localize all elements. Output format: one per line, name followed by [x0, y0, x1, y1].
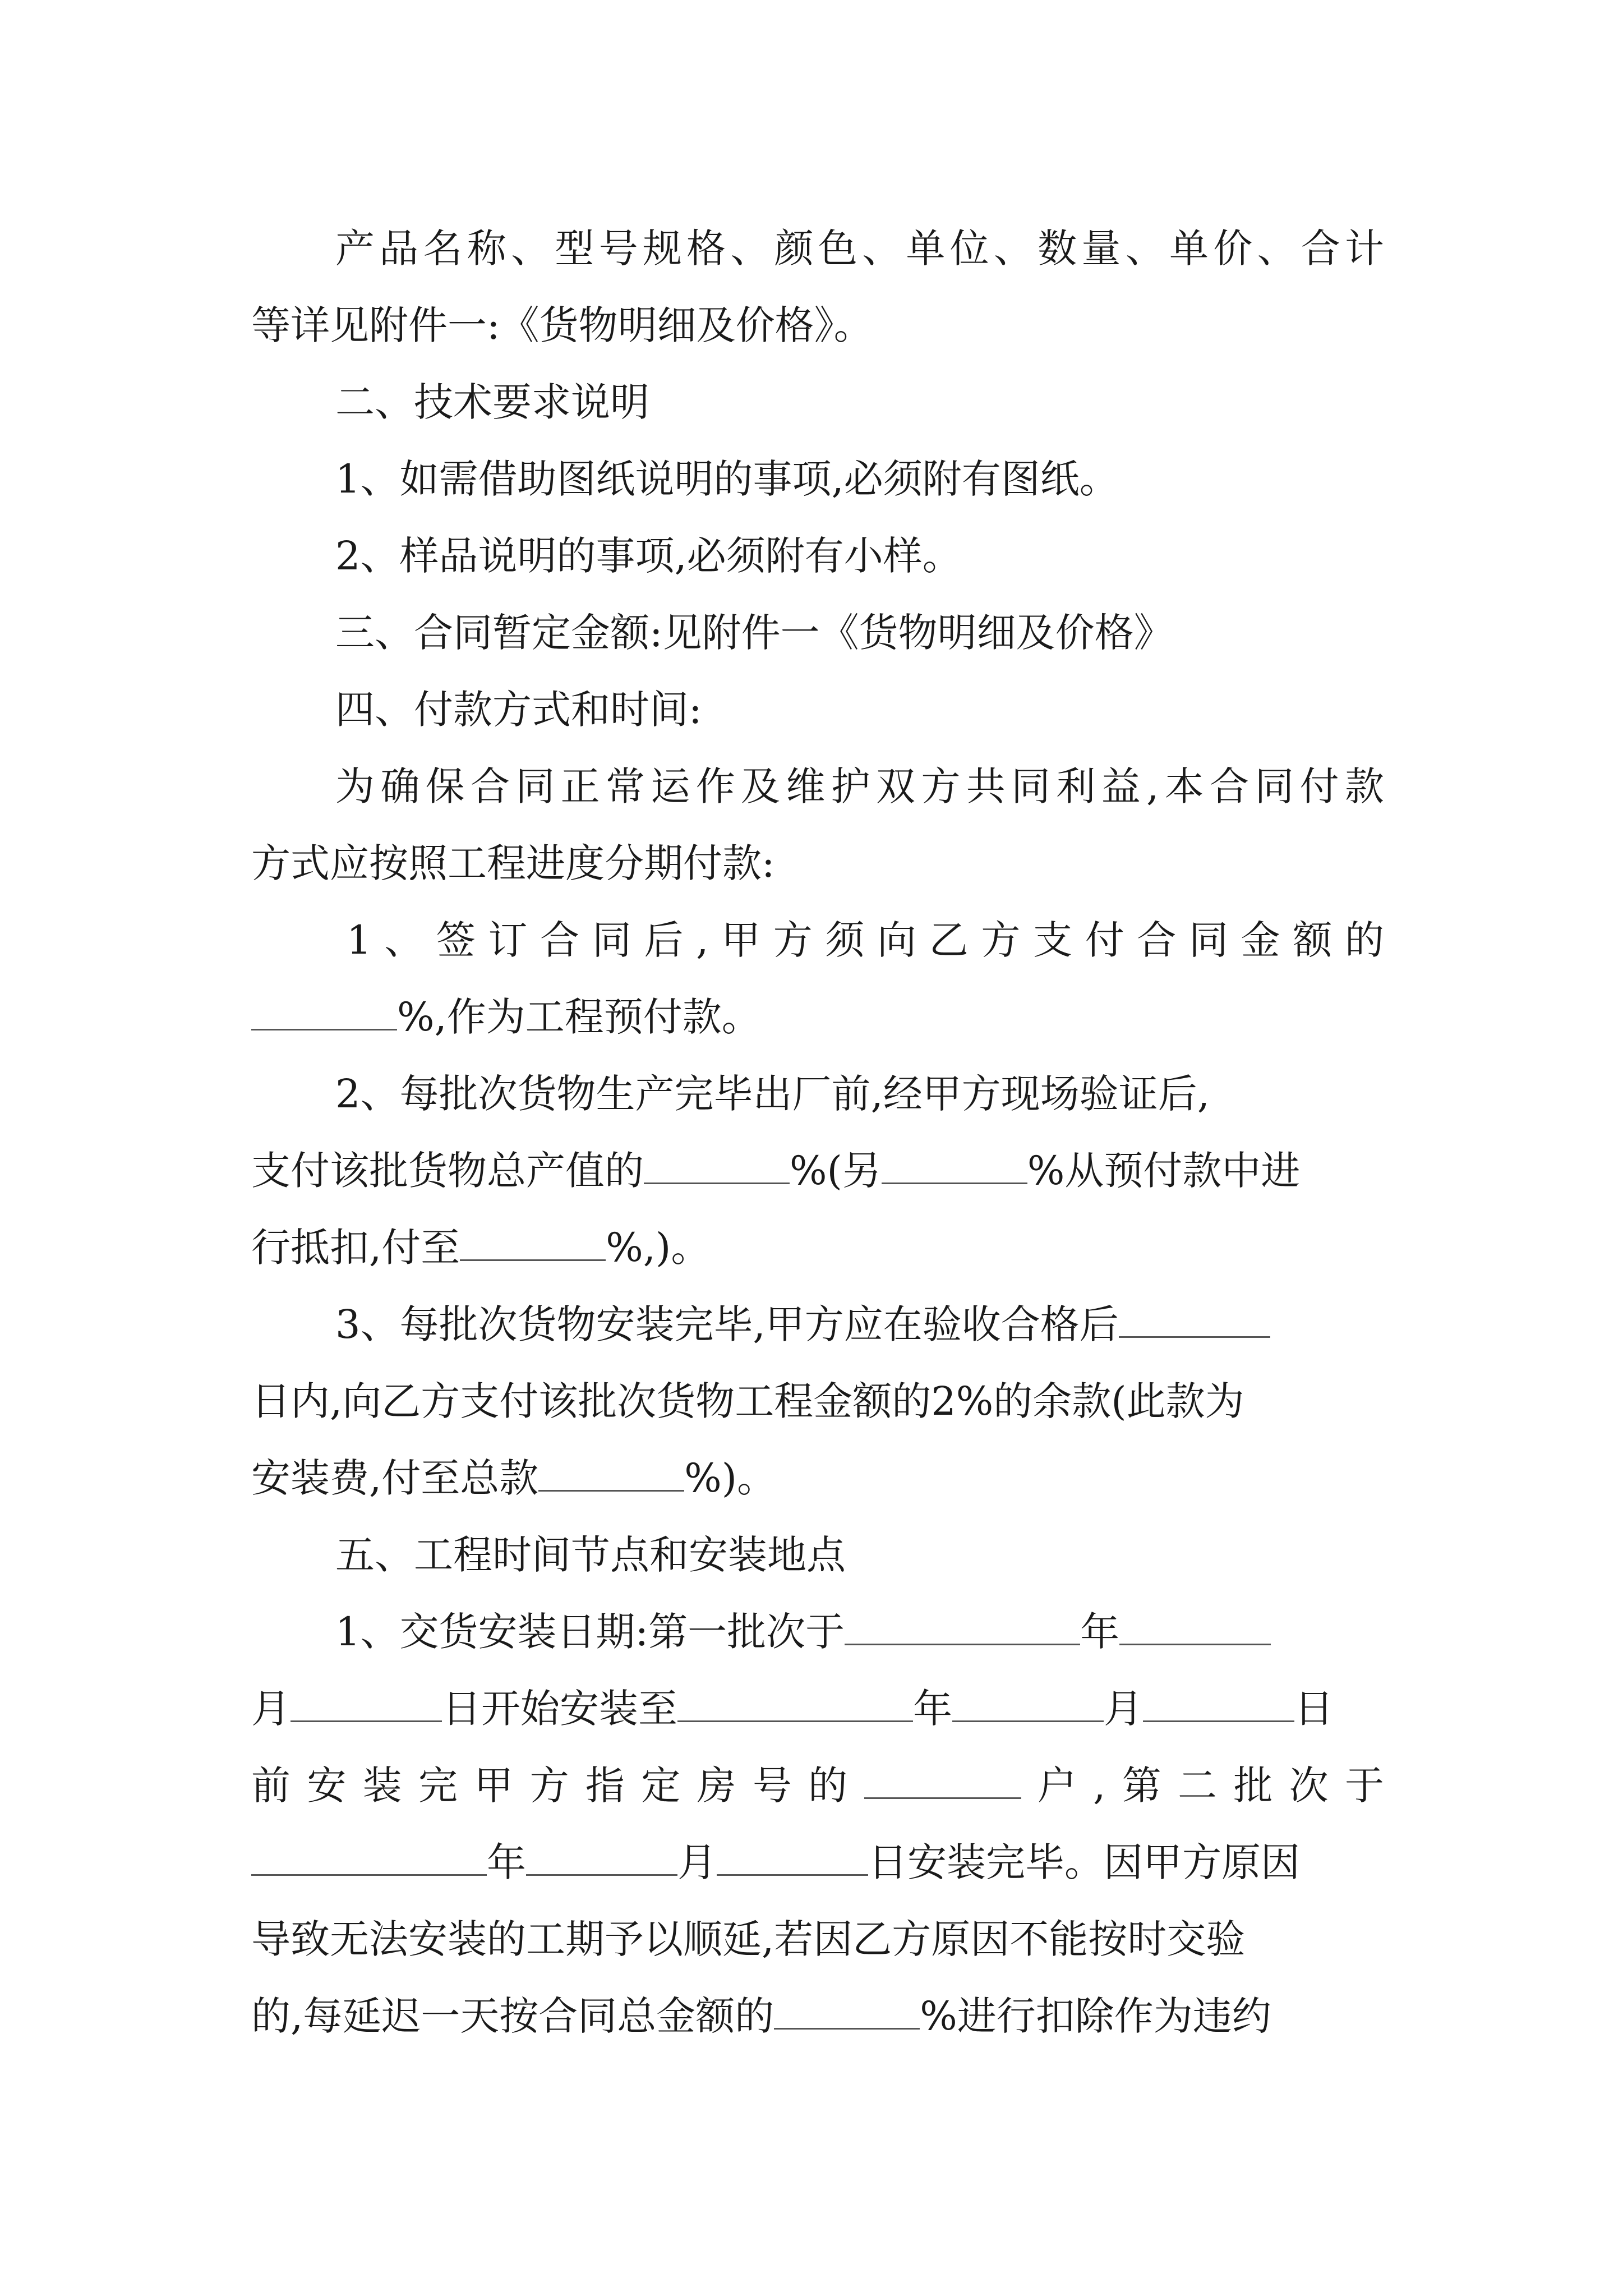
section-3-amount	[251, 595, 1384, 671]
blank-batch-percent	[644, 1151, 790, 1184]
blank-day-2	[1143, 1689, 1294, 1722]
text: 为确保合同正常运作及维护双方共同利益,本合同付款	[335, 763, 1384, 809]
blank-deduct-percent	[882, 1151, 1027, 1184]
blank-day-3	[717, 1843, 868, 1876]
text: 三、合同暂定金额:见附件一《货物明细及价格》	[335, 610, 1173, 656]
section-4-item-3-line-1	[251, 1286, 1384, 1363]
blank-year-3	[251, 1843, 487, 1876]
text: 2、每批次货物生产完毕出厂前,经甲方现场验证后,	[335, 1071, 1210, 1117]
blank-month-2	[952, 1689, 1104, 1722]
text: 日	[442, 1686, 481, 1732]
section-2-item-2	[251, 518, 1384, 595]
section-5-item-1-line-5	[251, 1901, 1384, 1978]
text: 1、签订合同后,甲方须向乙方支付合同金额的	[347, 917, 1384, 963]
section-4-heading	[251, 671, 1384, 748]
blank-day-1	[291, 1689, 442, 1722]
section-5-item-1-line-1	[251, 1594, 1384, 1671]
text: 户,第二批次于	[1021, 1763, 1384, 1809]
section-5-item-1-line-6	[251, 1978, 1384, 2055]
text: 开始安装至	[481, 1686, 677, 1732]
text: %(另	[790, 1148, 882, 1194]
text: 导致无法安装的工期予以顺延,若因乙方原因不能按时交验	[251, 1916, 1246, 1962]
text: 月	[677, 1839, 717, 1885]
text: 2、样品说明的事项,必须附有小样。	[335, 533, 962, 579]
text: 产品名称、型号规格、颜色、单位、数量、单价、合计	[335, 226, 1384, 272]
section-2-heading	[251, 364, 1384, 441]
section-5-item-1-line-3	[251, 1747, 1384, 1824]
blank-days	[1119, 1305, 1270, 1338]
text: %从预付款中进	[1027, 1148, 1301, 1194]
text: 日	[1294, 1686, 1334, 1732]
section-4-item-3-line-2	[251, 1363, 1384, 1440]
section-5-item-1-line-2	[251, 1671, 1384, 1747]
section-4-item-2-line-1	[251, 1056, 1384, 1133]
text: %,)。	[606, 1225, 711, 1271]
text: 年	[913, 1686, 952, 1732]
text: 1、如需借助图纸说明的事项,必须附有图纸。	[335, 456, 1119, 502]
section-2-item-1	[251, 441, 1384, 518]
text: 等详见附件一:《货物明细及价格》。	[251, 302, 873, 348]
section-4-item-2-line-3	[251, 1209, 1384, 1286]
text: 的,每延迟一天按合同总金额的	[251, 1993, 774, 2039]
text: 行抵扣,付至	[251, 1225, 460, 1271]
blank-prepayment-percent	[251, 997, 397, 1030]
blank-unit-count	[864, 1766, 1021, 1799]
blank-paid-to-percent	[460, 1228, 606, 1261]
products-paragraph-line-1	[251, 210, 1384, 287]
text: 支付该批货物总产值的	[251, 1148, 644, 1194]
text: 年	[487, 1839, 526, 1885]
text: 日内,向乙方支付该批次货物工程金额的2%的余款(此款为	[251, 1378, 1244, 1424]
section-5-item-1-line-4	[251, 1824, 1384, 1901]
products-paragraph-line-2	[251, 287, 1384, 364]
section-4-item-1-line-2	[251, 979, 1384, 1056]
section-4-item-1-line-1	[251, 902, 1384, 979]
text: 安装费,付至总款	[251, 1455, 539, 1501]
text: 五、工程时间节点和安装地点	[335, 1532, 846, 1578]
text: 安装完毕。因甲方原因	[907, 1839, 1300, 1885]
section-4-intro-line-2	[251, 825, 1384, 902]
text: 四、付款方式和时间:	[335, 687, 702, 733]
text: 1、交货安装日期:第一批次于	[335, 1609, 845, 1655]
blank-total-percent	[538, 1458, 684, 1492]
text: 月	[251, 1686, 291, 1732]
text: %,作为工程预付款。	[397, 994, 761, 1040]
text: 日	[868, 1839, 907, 1885]
text: %进行扣除作为违约	[920, 1993, 1271, 2039]
blank-penalty-percent	[774, 1996, 920, 2030]
contract-body	[251, 210, 1384, 2055]
text: 年	[1080, 1609, 1120, 1655]
blank-month-1	[1119, 1612, 1271, 1645]
text: %)。	[684, 1455, 777, 1501]
section-4-item-2-line-2	[251, 1133, 1384, 1209]
text: 方式应按照工程进度分期付款:	[251, 840, 775, 886]
blank-year-2	[677, 1689, 913, 1722]
blank-month-3	[526, 1843, 677, 1876]
section-4-intro-line-1	[251, 748, 1384, 825]
section-4-item-3-line-3	[251, 1440, 1384, 1517]
text: 二、技术要求说明	[335, 379, 649, 425]
section-5-heading	[251, 1517, 1384, 1594]
text: 前安装完甲方指定房号的	[251, 1763, 864, 1809]
text: 3、每批次货物安装完毕,甲方应在验收合格后	[335, 1301, 1119, 1347]
text: 月	[1104, 1686, 1143, 1732]
blank-year-1	[845, 1612, 1080, 1645]
